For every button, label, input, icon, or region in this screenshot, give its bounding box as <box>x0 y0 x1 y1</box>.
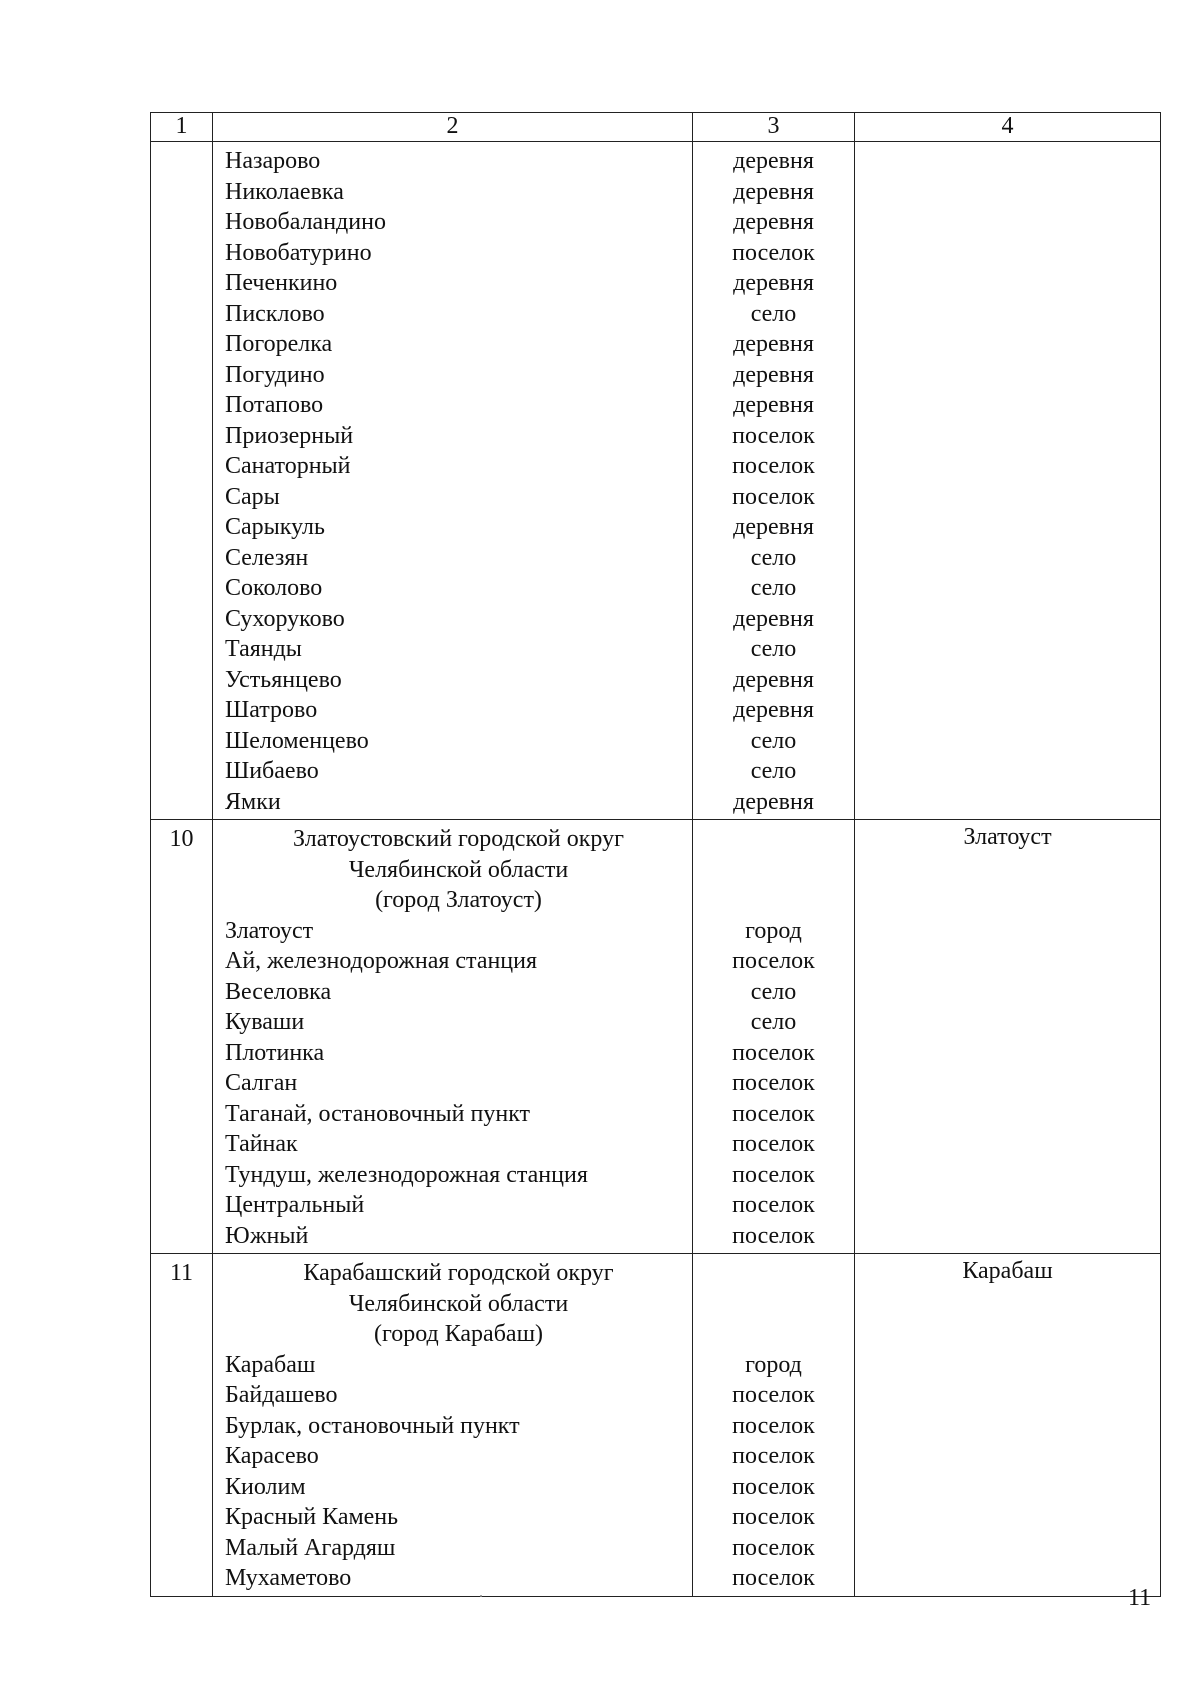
settlement-type: село <box>750 636 797 662</box>
settlement-names-cell <box>213 820 693 1254</box>
settlement-name: Писклово <box>225 300 325 327</box>
settlement-type: деревня <box>733 697 814 723</box>
settlement-name: Веселовка <box>225 978 332 1005</box>
settlement-types-cell <box>693 142 855 820</box>
settlement-type: поселок <box>732 1039 815 1066</box>
settlement-type: деревня <box>733 148 814 174</box>
settlement-name: Погорелка <box>225 331 333 357</box>
settlement-type: село <box>750 575 797 601</box>
settlement-name: Новобатурино <box>225 239 372 266</box>
type-spacer <box>693 824 854 855</box>
settlement-name: Бурлак, остановочный пункт <box>225 1412 520 1439</box>
settlement-name: Сухоруково <box>225 605 345 632</box>
table-row <box>151 820 1161 1254</box>
type-spacer <box>693 885 854 916</box>
settlement-type: поселок <box>732 1504 815 1530</box>
settlement-name: Ямки <box>225 788 281 815</box>
administrative-center <box>855 142 1161 820</box>
table-row <box>151 1254 1161 1597</box>
settlement-type: поселок <box>732 1192 815 1218</box>
settlement-name: Тундуш, железнодорожная станция <box>225 1161 588 1188</box>
settlement-name: Шибаево <box>225 758 319 784</box>
type-spacer <box>693 855 854 886</box>
row-number: 10 <box>151 820 213 1254</box>
settlement-name: Центральный <box>225 1192 365 1218</box>
settlement-name: Николаевка <box>225 178 344 205</box>
settlement-type: поселок <box>732 1443 815 1469</box>
settlement-name: Назарово <box>225 148 321 174</box>
settlement-name: Шеломенцево <box>225 727 369 754</box>
settlement-type: деревня <box>733 666 814 693</box>
settlement-type: поселок <box>732 1161 815 1188</box>
administrative-center: Карабаш <box>855 1254 1161 1597</box>
table-body <box>151 142 1161 1597</box>
type-spacer <box>693 1289 854 1320</box>
settlement-name: Киолим <box>225 1473 306 1500</box>
settlement-type: город <box>745 917 802 944</box>
settlement-type: деревня <box>733 788 814 815</box>
settlement-name: Соколово <box>225 575 323 601</box>
settlement-type: поселок <box>732 1382 815 1408</box>
settlement-name: Малый Агардяш <box>225 1534 396 1561</box>
settlement-name: Златоуст <box>225 917 314 944</box>
settlement-names-cell <box>213 142 693 820</box>
settlement-type: поселок <box>732 422 815 449</box>
settlement-type: поселок <box>732 453 815 479</box>
district-heading-line: (город Карабаш) <box>373 1321 544 1347</box>
settlement-type: село <box>750 300 797 327</box>
settlement-name: Красный Камень <box>225 1504 399 1530</box>
settlement-names-cell <box>213 1254 693 1597</box>
type-spacer <box>693 1319 854 1350</box>
settlement-name: Новобаландино <box>225 209 386 235</box>
settlement-name: Печенкино <box>225 270 338 296</box>
settlement-type: деревня <box>733 361 814 388</box>
settlement-name: Байдашево <box>225 1382 338 1408</box>
settlement-name: Сары <box>225 483 280 510</box>
settlement-type: село <box>750 1009 797 1035</box>
page-number: 11 <box>1128 1585 1152 1611</box>
table-row <box>151 142 1161 820</box>
settlement-types-cell <box>693 820 855 1254</box>
settlement-type: поселок <box>732 1534 815 1561</box>
settlement-type: поселок <box>732 1070 815 1096</box>
settlement-name: Шатрово <box>225 697 318 723</box>
settlement-type: поселок <box>732 1565 815 1591</box>
header-col-2: 2 <box>213 113 693 142</box>
header-col-4: 4 <box>855 113 1161 142</box>
settlement-name: Южный <box>225 1222 309 1249</box>
settlement-name: Мухаметово <box>225 1565 352 1591</box>
header-col-1: 1 <box>151 113 213 142</box>
settlement-type: село <box>750 978 797 1005</box>
settlement-type: село <box>750 727 797 754</box>
settlement-name: Потапово <box>225 392 324 418</box>
header-row <box>151 113 1161 142</box>
settlement-type: деревня <box>733 331 814 357</box>
settlement-type: поселок <box>732 1131 815 1157</box>
district-heading-line: (город Златоуст) <box>375 887 542 913</box>
settlement-type: город <box>745 1351 802 1378</box>
district-heading-line: Карабашский городской округ <box>303 1260 614 1286</box>
settlement-name: Таганай, остановочный пункт <box>225 1100 531 1127</box>
district-heading-line: Челябинской области <box>348 1290 569 1317</box>
administrative-center: Златоуст <box>855 820 1161 1254</box>
settlement-type: деревня <box>733 209 814 235</box>
settlements-table <box>150 112 1161 1597</box>
type-spacer <box>693 1258 854 1289</box>
district-heading-line: Челябинской области <box>348 856 569 883</box>
settlement-name: Карабаш <box>225 1351 316 1378</box>
settlement-name: Салган <box>225 1070 298 1096</box>
settlement-type: поселок <box>732 948 815 974</box>
settlement-name: Таянды <box>225 636 302 662</box>
settlement-type: поселок <box>732 1100 815 1127</box>
scan-speck <box>480 1595 482 1597</box>
settlement-type: село <box>750 544 797 571</box>
settlement-type: деревня <box>733 178 814 205</box>
settlement-name: Устьянцево <box>225 666 342 693</box>
settlement-name: Санаторный <box>225 453 351 479</box>
header-col-3: 3 <box>693 113 855 142</box>
settlement-name: Сарыкуль <box>225 514 325 540</box>
settlement-name: Приозерный <box>225 422 354 449</box>
settlement-type: поселок <box>732 1222 815 1249</box>
settlement-types-cell <box>693 1254 855 1597</box>
settlement-type: поселок <box>732 239 815 266</box>
settlement-name: Селезян <box>225 544 309 571</box>
row-number <box>151 142 213 820</box>
district-heading-line: Златоустовский городской округ <box>293 826 624 852</box>
row-number: 11 <box>151 1254 213 1597</box>
settlement-name: Ай, железнодорожная станция <box>225 948 538 974</box>
settlement-type: поселок <box>732 1473 815 1500</box>
settlement-type: поселок <box>732 1412 815 1439</box>
settlement-type: деревня <box>733 392 814 418</box>
settlement-type: поселок <box>732 483 815 510</box>
settlement-type: деревня <box>733 270 814 296</box>
settlement-type: деревня <box>733 605 814 632</box>
settlement-name: Погудино <box>225 361 325 388</box>
settlement-type: деревня <box>733 514 814 540</box>
settlement-name: Карасево <box>225 1443 319 1469</box>
settlement-name: Плотинка <box>225 1039 325 1066</box>
settlement-type: село <box>750 758 797 784</box>
settlement-name: Тайнак <box>225 1131 298 1157</box>
settlement-name: Куваши <box>225 1009 305 1035</box>
